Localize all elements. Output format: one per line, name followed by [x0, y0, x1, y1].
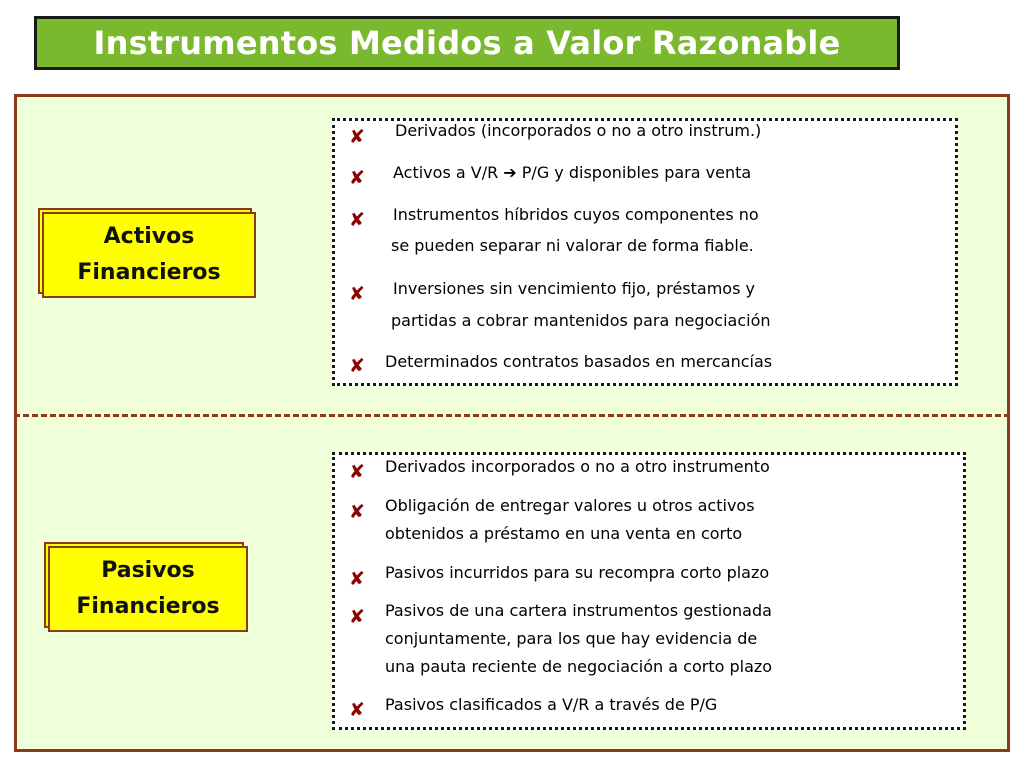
- x-mark-icon: ✘: [349, 501, 365, 523]
- x-mark-icon: ✘: [349, 355, 365, 377]
- x-mark-icon: ✘: [349, 209, 365, 231]
- activos-item-5: Determinados contratos basados en mercancías: [385, 352, 773, 371]
- x-mark-icon: ✘: [349, 167, 365, 189]
- pasivos-item-4-line3: una pauta reciente de negociación a corto plazo: [385, 657, 773, 676]
- x-mark-icon: ✘: [349, 568, 365, 590]
- activos-item-4-line2: partidas a cobrar mantenidos para negociación: [391, 311, 771, 330]
- x-mark-icon: ✘: [349, 283, 365, 305]
- pasivos-item-1: Derivados incorporados o no a otro instrumento: [385, 457, 770, 476]
- x-mark-icon: ✘: [349, 461, 365, 483]
- pasivos-label-line2: Financieros: [76, 594, 220, 619]
- pasivos-label-line1: Pasivos: [101, 558, 195, 583]
- x-mark-icon: ✘: [349, 699, 365, 721]
- activos-label-line2: Financieros: [77, 260, 221, 285]
- pasivos-item-3: Pasivos incurridos para su recompra corto plazo: [385, 563, 770, 582]
- activos-list: [332, 118, 958, 386]
- x-mark-icon: ✘: [349, 126, 365, 148]
- slide-title-box: [34, 16, 900, 70]
- activos-label: [42, 212, 256, 298]
- pasivos-item-2-line2: obtenidos a préstamo en una venta en corto: [385, 524, 743, 543]
- activos-item-3-line2: se pueden separar ni valorar de forma fiable.: [391, 236, 754, 255]
- x-mark-icon: ✘: [349, 606, 365, 628]
- pasivos-item-2-line1: Obligación de entregar valores u otros activos: [385, 496, 755, 515]
- activos-item-2: Activos a V/R ➔ P/G y disponibles para venta: [393, 163, 752, 182]
- activos-label-line1: Activos: [103, 224, 195, 249]
- section-divider: [14, 414, 1010, 417]
- pasivos-list: [332, 452, 966, 730]
- slide-title: Instrumentos Medidos a Valor Razonable: [93, 24, 841, 62]
- activos-item-1: Derivados (incorporados o no a otro instrum.): [395, 121, 762, 140]
- pasivos-item-4-line2: conjuntamente, para los que hay evidencia de: [385, 629, 758, 648]
- pasivos-item-5: Pasivos clasificados a V/R a través de P/G: [385, 695, 718, 714]
- activos-item-4-line1: Inversiones sin vencimiento fijo, préstamos y: [393, 279, 755, 298]
- activos-item-3-line1: Instrumentos híbridos cuyos componentes no: [393, 205, 759, 224]
- pasivos-item-4-line1: Pasivos de una cartera instrumentos gestionada: [385, 601, 772, 620]
- pasivos-label: [48, 546, 248, 632]
